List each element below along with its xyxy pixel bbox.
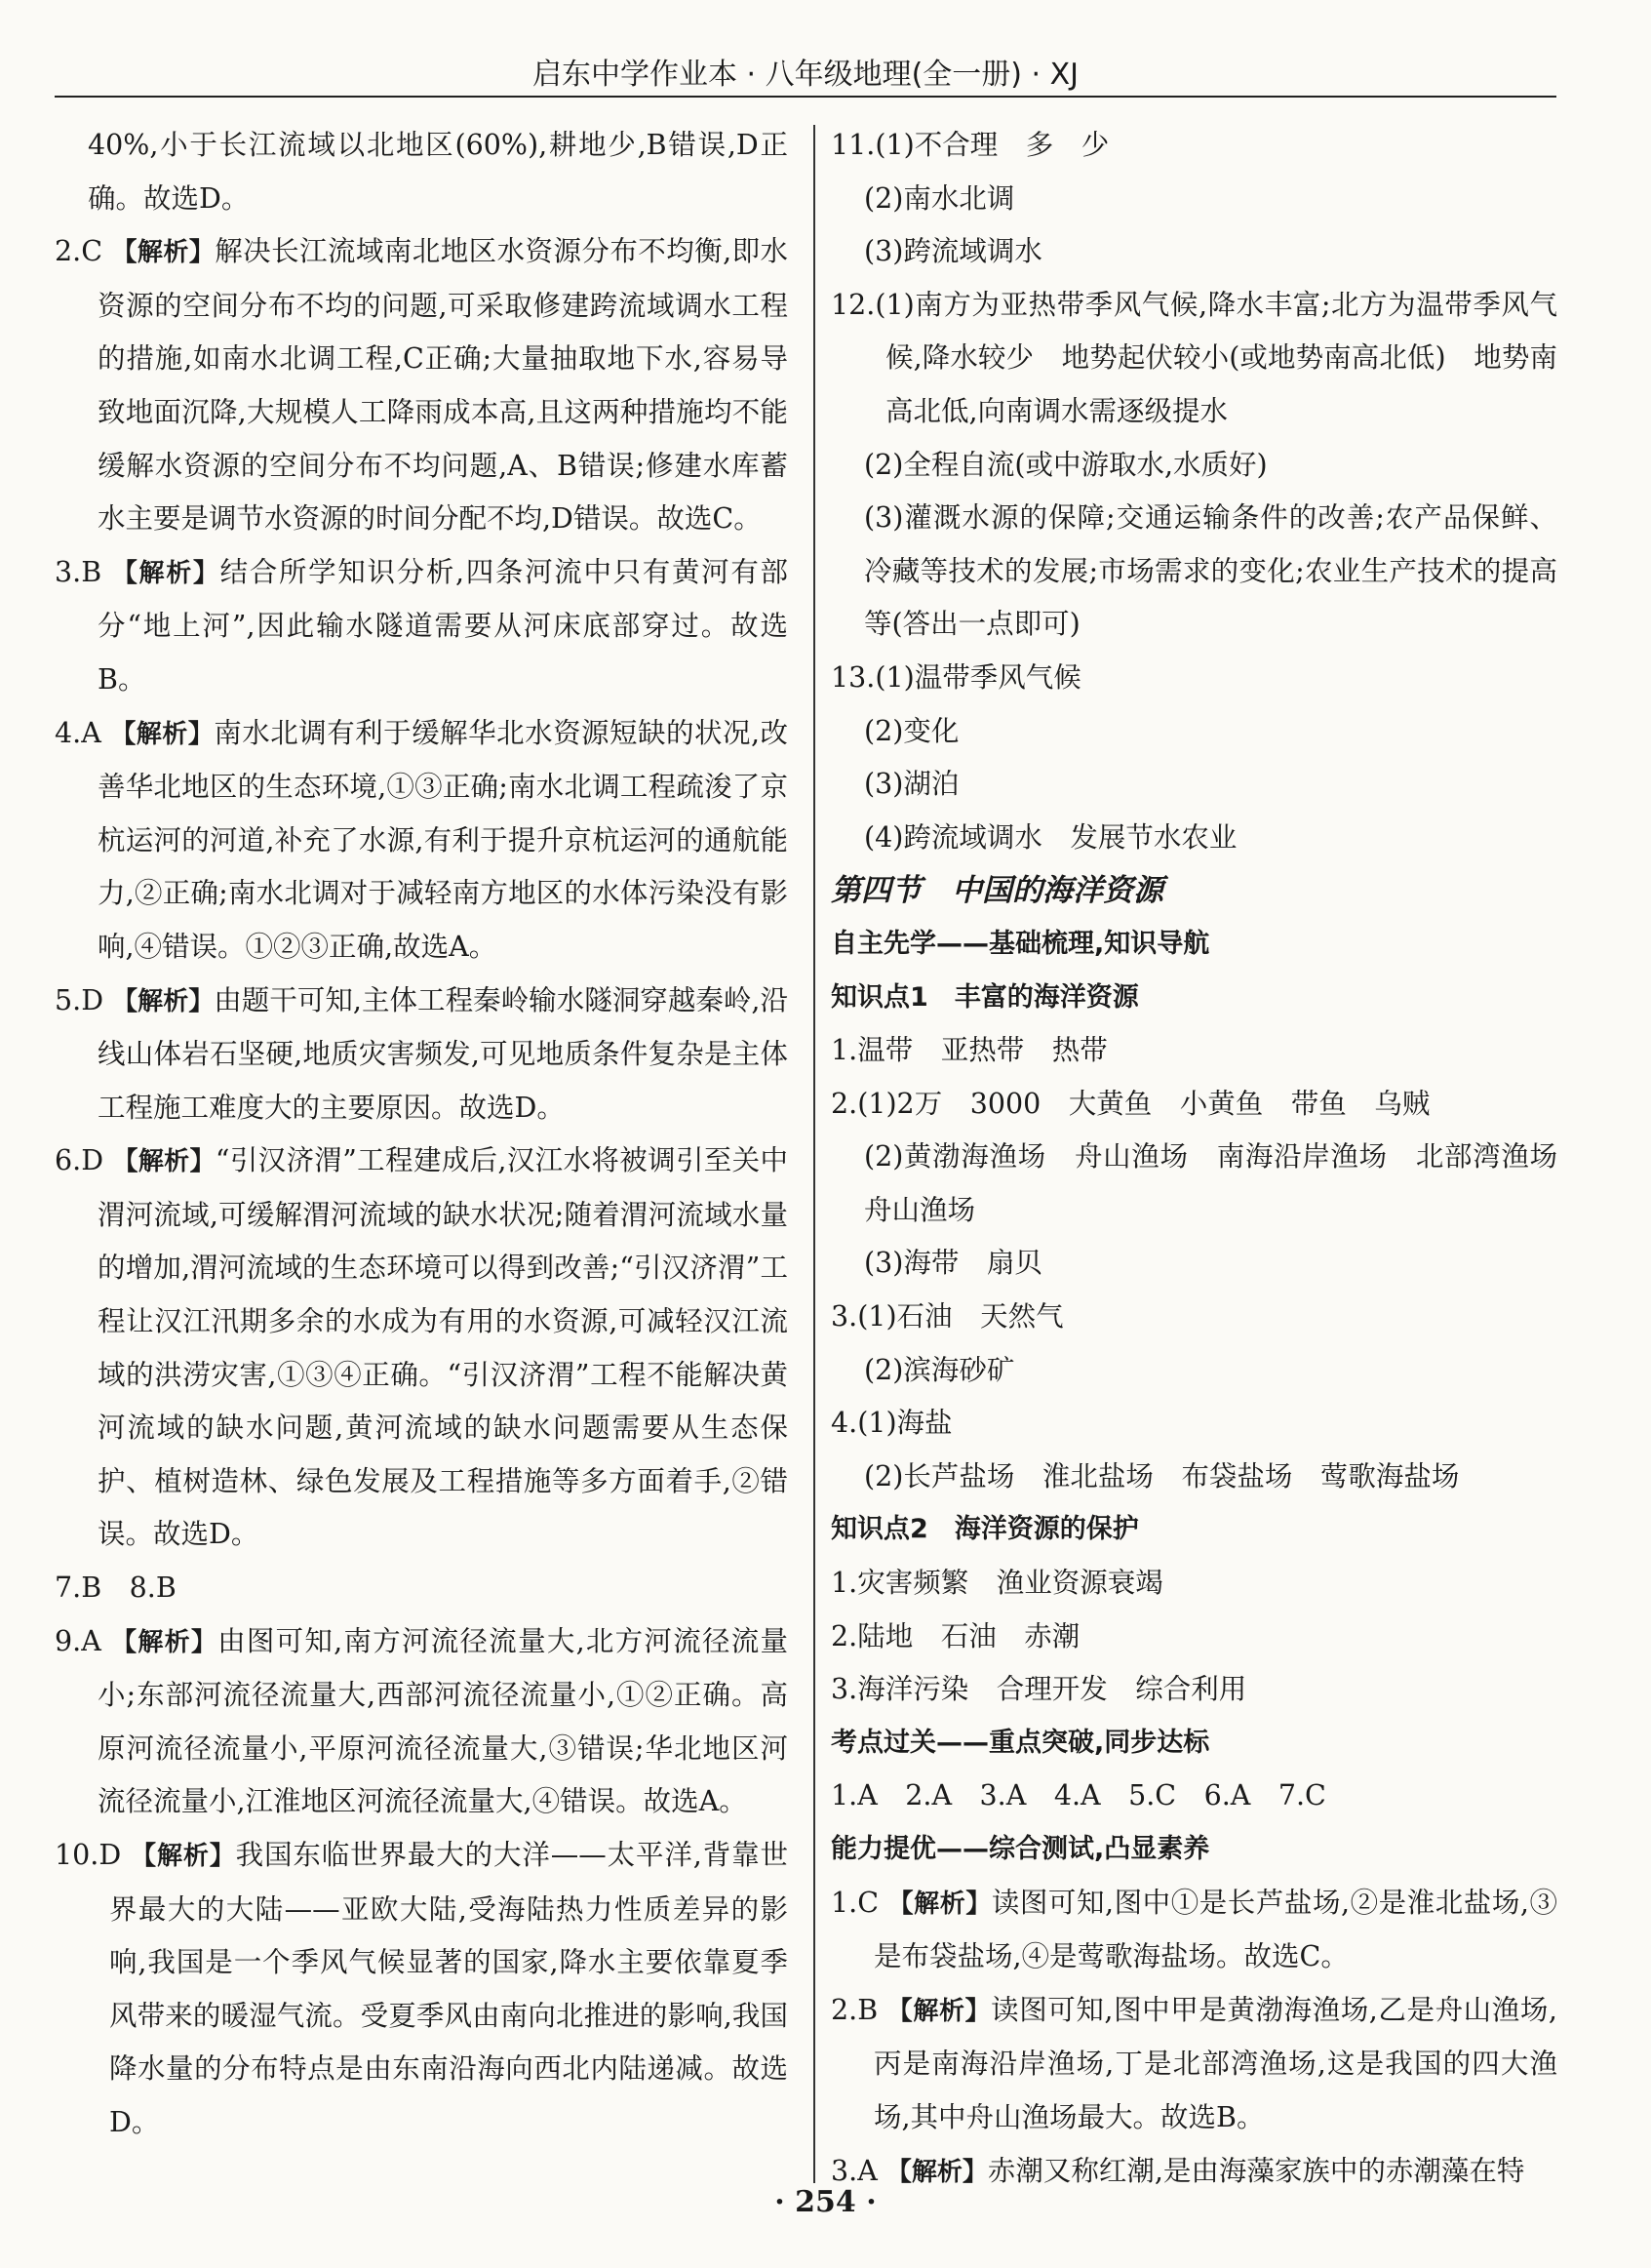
analysis-tag: 【解析】: [111, 1627, 218, 1657]
analysis-tag: 【解析】: [131, 1842, 236, 1871]
kp1-answer-2-1: 2.(1)2万 3000 大黄鱼 小黄鱼 带鱼 乌贼: [831, 1087, 1431, 1120]
answer-13-4: (4)跨流域调水 发展节水农业: [864, 820, 1238, 854]
kp2-answer-3: 3.海洋污染 合理开发 综合利用: [831, 1673, 1247, 1706]
right-column: [831, 119, 1586, 2199]
answer-12-3: (3)灌溉水源的保障;交通运输条件的改善;农产品保鲜、冷藏等技术的发展;市场需求的变化;农业生产技术的提高等(答出一点即可): [864, 501, 1557, 641]
answer-text: “引汉济渭”工程建成后,汉江水将被调引至关中渭河流域,可缓解渭河流域的缺水状况;随着渭河流域水量的增加,渭河流域的生态环境可以得到改善;“引汉济渭”工程让汉江汛期多余的水成为有用的水资源,可减轻汉江流域的洪涝灾害,①③④正确。“引汉济渭”工程不能解决黄河流域的缺水问题,黄河流域的缺水问题需要从生态保护、植树造林、绿色发展及工程措施等多方面着手,②错误。故选D。: [98, 1144, 788, 1551]
kp1-answer-2-3: (3)海带 扇贝: [864, 1247, 1042, 1280]
analysis-tag: 【解析】: [112, 1147, 216, 1177]
kp1-answer-3-1: 3.(1)石油 天然气: [831, 1300, 1064, 1333]
answer-text: 由题干可知,主体工程秦岭输水隧洞穿越秦岭,沿线山体岩石坚硬,地质灾害频发,可见地质条件复杂是主体工程施工难度大的主要原因。故选D。: [98, 983, 788, 1124]
answer-text: 南水北调有利于缓解华北水资源短缺的状况,改善华北地区的生态环境,①③正确;南水北调工程疏浚了京杭运河的河道,补充了水源,有利于提升京杭运河的通航能力,②正确;南水北调对于减轻南方地区的水体污染没有影响,④错误。①②③正确,故选A。: [98, 716, 788, 963]
answer-num: 4.A: [55, 716, 111, 749]
answer-4: [55, 707, 788, 975]
analysis-tag: 【解析】: [887, 1889, 992, 1919]
answer-7-8: 7.B 8.B: [55, 1572, 177, 1605]
answer-num: 5.D: [55, 983, 113, 1016]
part-3-answer-2: [831, 1984, 1557, 2145]
answer-2: [55, 225, 788, 546]
header-rule: [55, 96, 1556, 98]
analysis-tag: 【解析】: [111, 238, 216, 268]
answer-10: [55, 1829, 788, 2150]
answer-13-3: (3)湖泊: [864, 768, 960, 801]
answer-text: 结合所学知识分析,四条河流中只有黄河有部分“地上河”,因此输水隧道需要从河床底部穿过。故选B。: [98, 555, 788, 696]
answer-text: 读图可知,图中①是长芦盐场,②是淮北盐场,③是布袋盐场,④是莺歌海盐场。故选C。: [874, 1886, 1557, 1973]
kp1-answer-1: 1.温带 亚热带 热带: [831, 1034, 1108, 1067]
answer-text: 解决长江流域南北地区水资源分布不均衡,即水资源的空间分布不均的问题,可采取修建跨流域调水工程的措施,如南水北调工程,C正确;大量抽取地下水,容易导致地面沉降,大规模人工降雨成本高,且这两种措施均不能缓解水资源的空间分布不均问题,A、B错误;修建水库蓄水主要是调节水资源的时间分配不均,D错误。故选C。: [98, 235, 788, 536]
kp1-answer-4-1: 4.(1)海盐: [831, 1407, 953, 1440]
answer-num: 3.B: [55, 555, 112, 588]
kp1-answer-4-2: (2)长芦盐场 淮北盐场 布袋盐场 莺歌海盐场: [864, 1459, 1460, 1492]
left-column: [55, 119, 788, 2150]
answer-11-3: (3)跨流域调水: [864, 235, 1042, 268]
answer-9: [55, 1615, 788, 1829]
answer-text: 我国东临世界最大的大洋——太平洋,背靠世界最大的大陆——亚欧大陆,受海陆热力性质差异的影响,我国是一个季风气候显著的国家,降水主要依靠夏季风带来的暖湿气流。受夏季风由南向北推进的影响,我国降水量的分布特点是由东南沿海向西北内陆递减。故选D。: [109, 1839, 789, 2138]
answer-num: 10.D: [55, 1839, 132, 1871]
knowledge-point-1-title: 知识点1 丰富的海洋资源: [831, 981, 1139, 1013]
answer-num: 2.B: [831, 1993, 887, 2026]
analysis-tag: 【解析】: [885, 2157, 988, 2187]
answer-11-2: (2)南水北调: [864, 181, 1015, 215]
analysis-tag: 【解析】: [111, 558, 220, 588]
part-3-answer-1: [831, 1877, 1557, 1984]
answer-6: [55, 1134, 788, 1562]
kp1-answer-3-2: (2)滨海砂矿: [864, 1353, 1015, 1386]
answer-num: 9.A: [55, 1624, 112, 1657]
kp2-answer-1: 1.灾害频繁 渔业资源衰竭: [831, 1567, 1163, 1600]
answer-text: 赤潮又称红潮,是由海藻家族中的赤潮藻在特: [987, 2154, 1525, 2187]
continued-answer: 40%,小于长江流域以北地区(60%),耕地少,B错误,D正确。故选D。: [88, 129, 788, 215]
kp2-answer-2: 2.陆地 石油 赤潮: [831, 1619, 1081, 1652]
part-2-title: 考点过关——重点突破,同步达标: [831, 1727, 1210, 1758]
part-2-answers: 1.A 2.A 3.A 4.A 5.C 6.A 7.C: [831, 1779, 1326, 1812]
column-divider: [813, 125, 815, 2183]
answer-num: 1.C: [831, 1886, 888, 1919]
answer-num: 6.D: [55, 1144, 113, 1177]
answer-text: 由图可知,南方河流径流量大,北方河流径流量小;东部河流径流量大,西部河流径流量小,①②正确。高原河流径流量小,平原河流径流量大,③错误;华北地区河流径流量小,江淮地区河流径流量大,④错误。故选A。: [98, 1624, 788, 1818]
answer-5: [55, 975, 788, 1135]
answer-11-1: 11.(1)不合理 多 少: [831, 129, 1110, 161]
answer-13-2: (2)变化: [864, 714, 960, 747]
answer-13-1: 13.(1)温带季风气候: [831, 660, 1081, 694]
section-title: 第四节 中国的海洋资源: [831, 873, 1163, 909]
answer-num: 3.A: [831, 2154, 886, 2187]
knowledge-point-2-title: 知识点2 海洋资源的保护: [831, 1514, 1139, 1545]
answer-12-1: 12.(1)南方为亚热带季风气候,降水丰富;北方为温带季风气候,降水较少 地势起伏较小(或地势南高北低) 地势南高北低,向南调水需逐级提水: [831, 288, 1557, 427]
answer-text: 读图可知,图中甲是黄渤海渔场,乙是舟山渔场,丙是南海沿岸渔场,丁是北部湾渔场,这是我国的四大渔场,其中舟山渔场最大。故选B。: [874, 1993, 1557, 2133]
answer-num: 2.C: [55, 235, 112, 268]
kp1-answer-2-2: (2)黄渤海渔场 舟山渔场 南海沿岸渔场 北部湾渔场 舟山渔场: [864, 1140, 1586, 1226]
analysis-tag: 【解析】: [112, 986, 215, 1016]
part-1-title: 自主先学——基础梳理,知识导航: [831, 928, 1210, 959]
part-3-title: 能力提优——综合测试,凸显素养: [831, 1834, 1210, 1864]
analysis-tag: 【解析】: [110, 719, 215, 749]
answer-3: [55, 546, 788, 707]
page-header: 启东中学作业本 · 八年级地理(全一册) · XJ: [531, 58, 1080, 92]
answer-12-2: (2)全程自流(或中游取水,水质好): [864, 448, 1268, 481]
analysis-tag: 【解析】: [886, 1996, 992, 2026]
page-number: · 254 ·: [774, 2185, 877, 2219]
